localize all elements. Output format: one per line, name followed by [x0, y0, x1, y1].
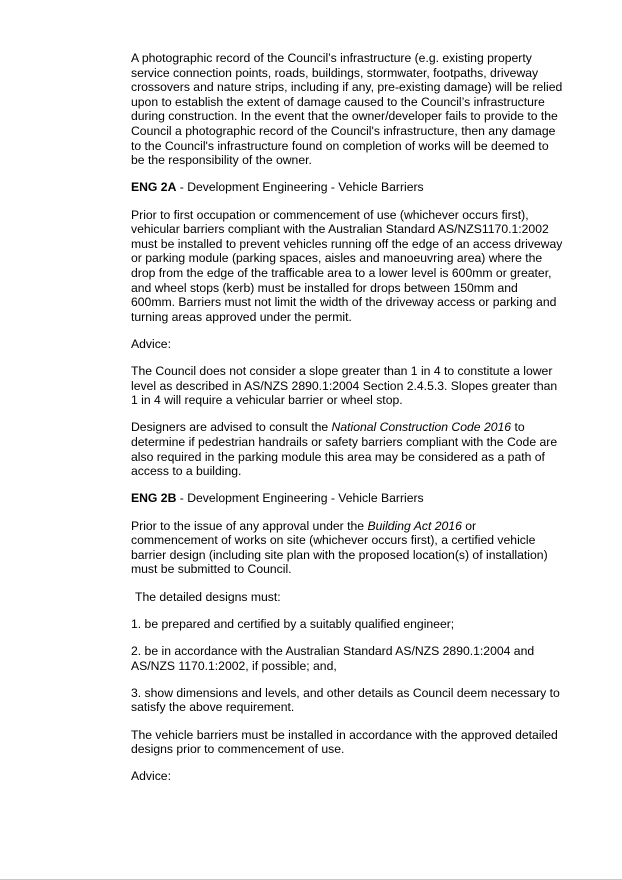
- document-page: [131, 51, 563, 796]
- advice-2-text-end: to determine if pedestrian handrails or safety barriers compliant with the Code are also required in the parking module this area may be considered as a path of access to a building.: [131, 420, 558, 479]
- advice-2-text-start: Designers are advised to consult the: [131, 420, 332, 435]
- eng2a-advice-paragraph-1: The Council does not consider a slope greater than 1 in 4 to constitute a lower level as described in AS/NZS 2890.1:2004 Section 2.4.5.3. Slopes greater than 1 in 4 will require a vehicular barrier or wheel stop.: [131, 364, 558, 408]
- eng2b-heading: [131, 491, 563, 506]
- design-requirement-1: 1. be prepared and certified by a suitably qualified engineer;: [131, 616, 455, 631]
- eng2a-advice-paragraph-2: [131, 420, 563, 478]
- eng2a-code: ENG 2A: [131, 180, 177, 195]
- ncc-reference: National Construction Code 2016: [331, 420, 512, 435]
- design-requirement-2: 2. be in accordance with the Australian Standard AS/NZS 2890.1:2004 and AS/NZS 1170.1:2002, if possible; and,: [131, 643, 535, 673]
- building-act-reference: Building Act 2016: [367, 518, 462, 533]
- design-requirement-3: 3. show dimensions and levels, and other details as Council deem necessary to satisfy the above requirement.: [131, 685, 560, 715]
- eng2a-advice-label: Advice:: [131, 336, 171, 351]
- eng2b-body-start: Prior to the issue of any approval under the: [131, 518, 368, 533]
- eng2a-title: - Development Engineering - Vehicle Barriers: [176, 180, 424, 195]
- eng2b-closing: The vehicle barriers must be installed in accordance with the approved detailed designs prior to commencement of use.: [131, 727, 558, 757]
- intro-paragraph: A photographic record of the Council’s infrastructure (e.g. existing property service connection points, roads, buildings, stormwater, footpaths, driveway crossovers and nature strips, including if any, pre-existing damage) will be relied upon to establish the extent of damage caused to the Council’s infrastructure during construction. In the event that the owner/developer fails to provide to the Council a photographic record of the Council's infrastructure, then any damage to the Council's infrastructure found on completion of works will be deemed to be the responsibility of the owner.: [131, 51, 563, 168]
- eng2b-code: ENG 2B: [131, 491, 177, 506]
- eng2b-advice-label: Advice:: [131, 769, 171, 784]
- designs-intro: The detailed designs must:: [135, 589, 281, 604]
- eng2a-body: Prior to first occupation or commencement of use (whichever occurs first), vehicular barriers compliant with the Australian Standard AS/NZS1170.1:2002 must be installed to prevent vehicles running off the edge of an access driveway or parking module (parking spaces, aisles and manoeuvring area) where the drop from the edge of the trafficable area to a lower level is 600mm or greater, and wheel stops (kerb) must be installed for drops between 150mm and 600mm. Barriers must not limit the width of the driveway access or parking and turning areas approved under the permit.: [131, 207, 563, 324]
- eng2b-title: - Development Engineering - Vehicle Barriers: [176, 491, 424, 506]
- eng2a-heading: [131, 180, 563, 195]
- eng2b-body: [131, 519, 563, 577]
- eng2b-body-end: or commencement of works on site (whichever occurs first), a certified vehicle barrier design (including site plan with the proposed location(s) of installation) must be submitted to Council.: [131, 518, 548, 577]
